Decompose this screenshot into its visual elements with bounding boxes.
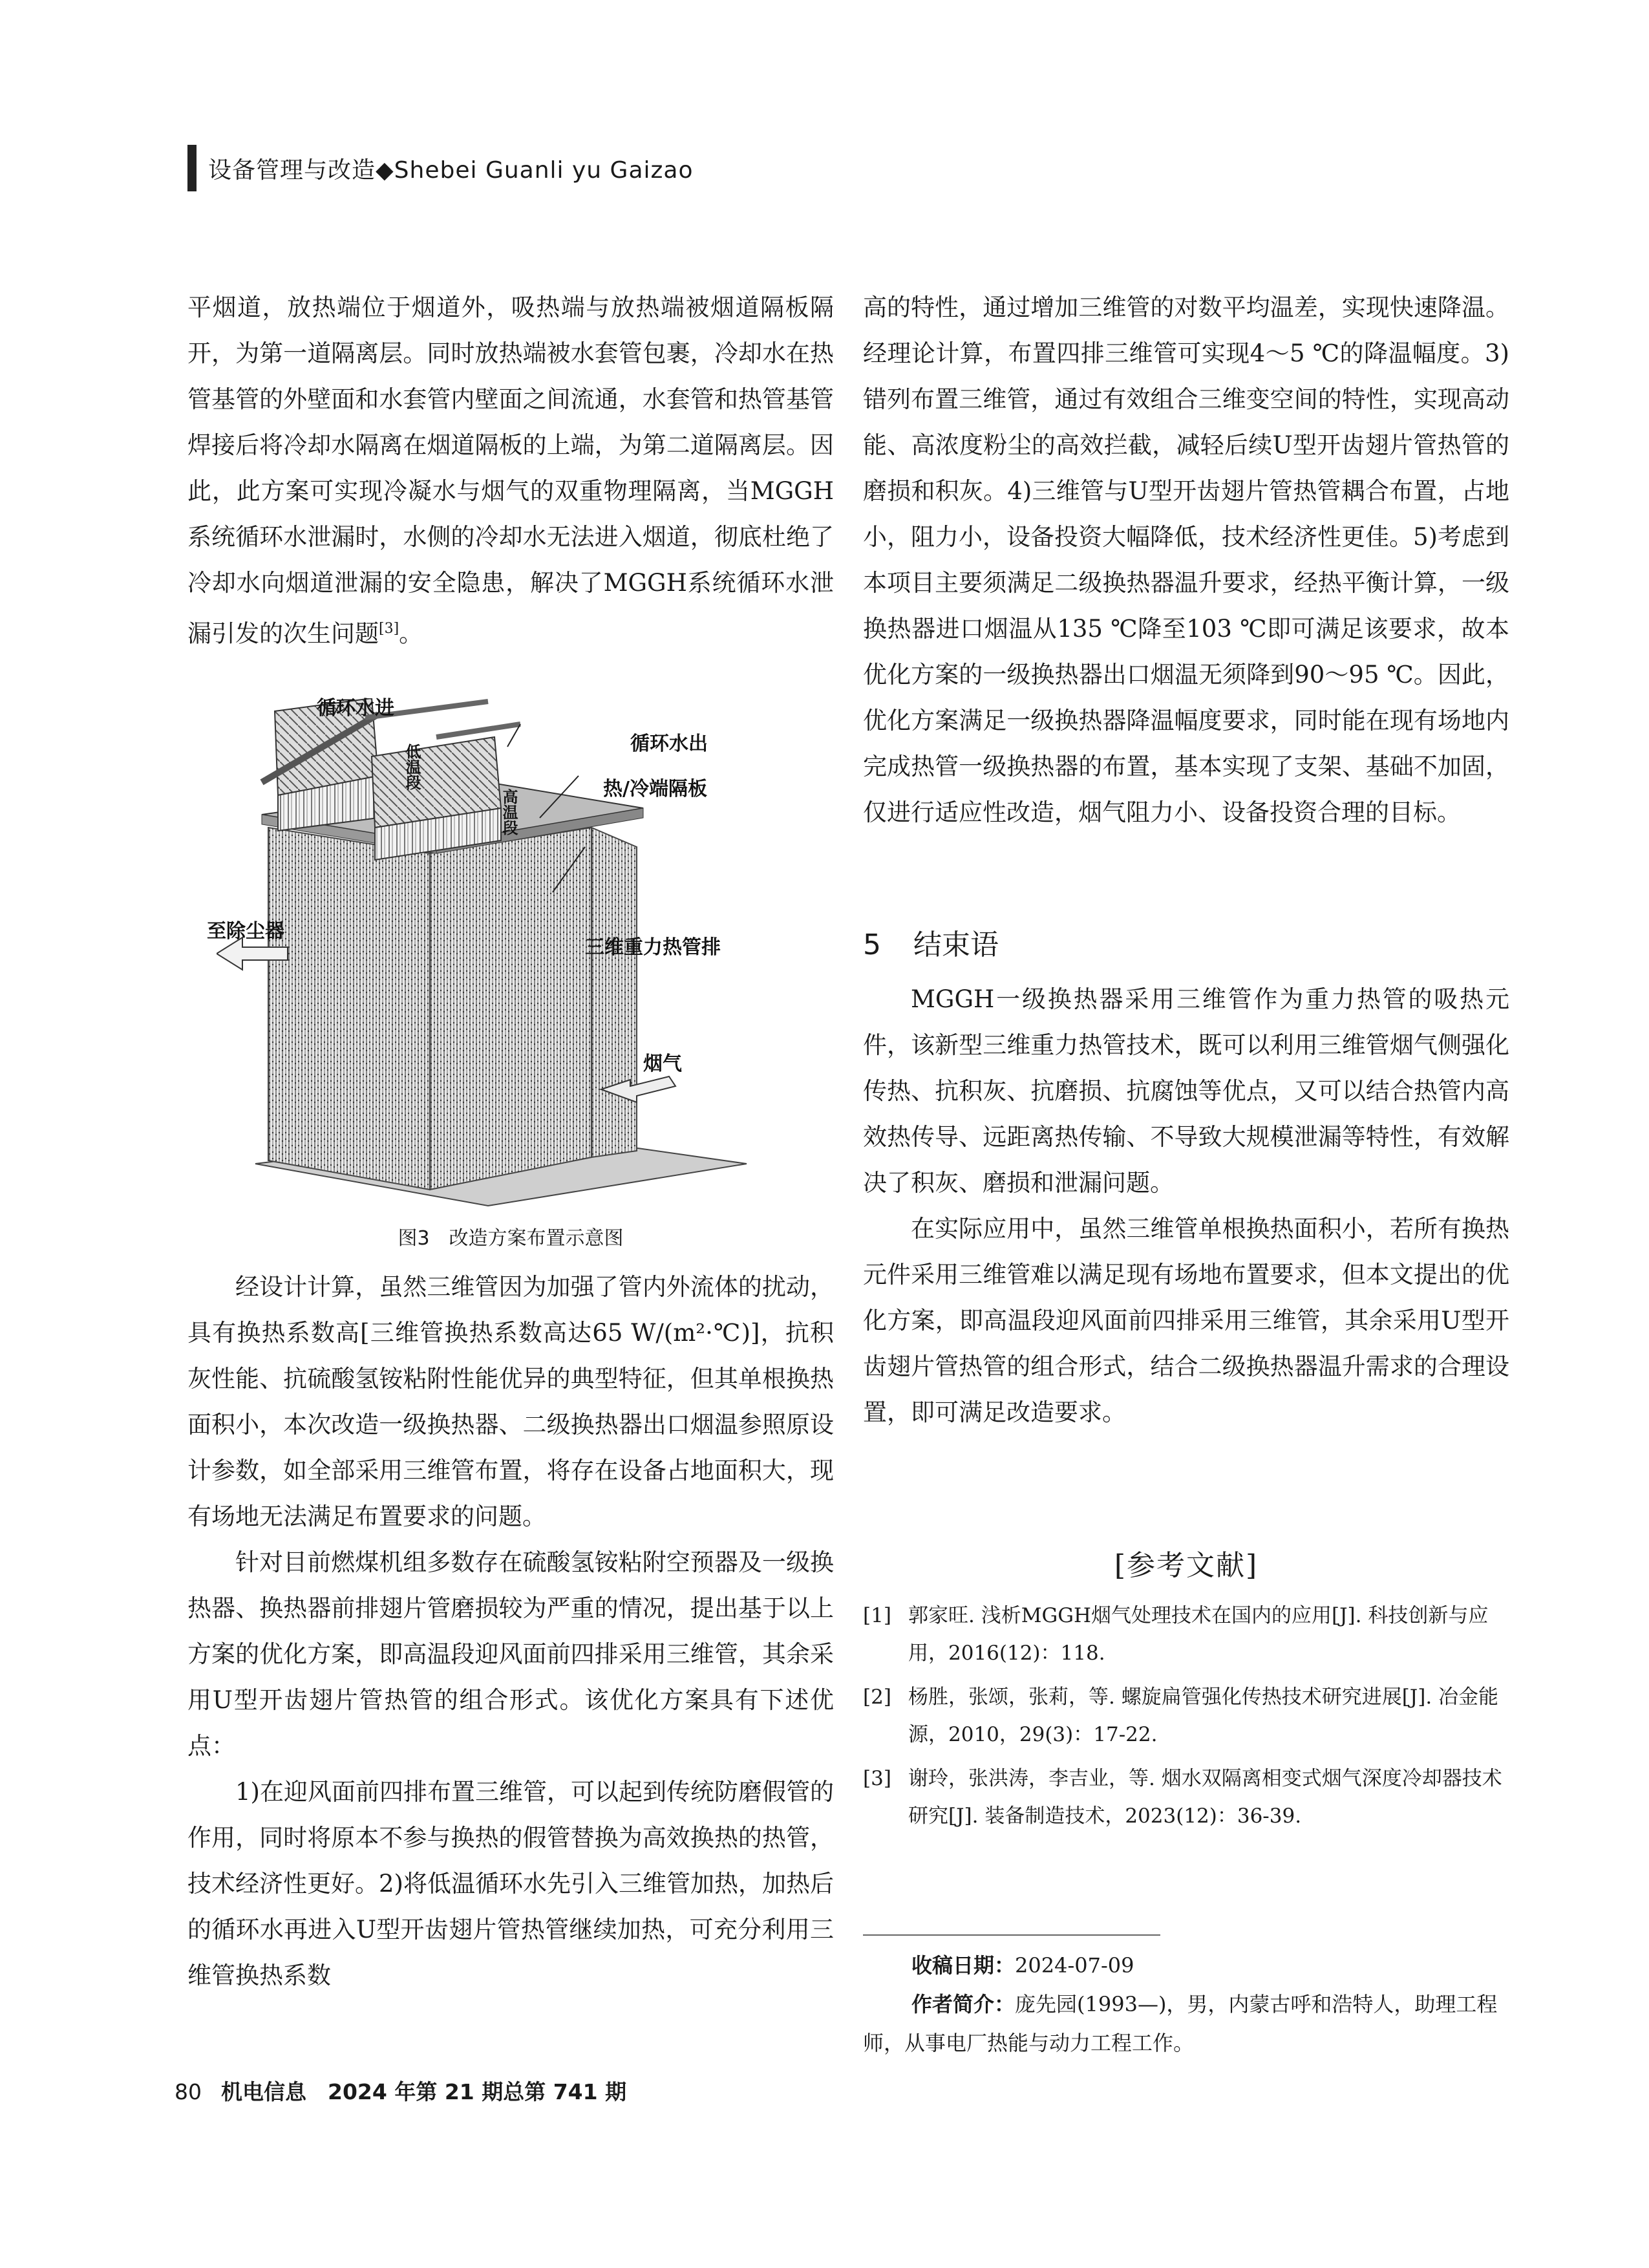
right-paragraph-1: 高的特性，通过增加三维管的对数平均温差，实现快速降温。经理论计算，布置四排三维管可实现4～5 ℃的降温幅度。3)错列布置三维管，通过有效组合三维变空间的特性，实现高动能、高浓度粉尘的高效拦截，减轻后续U型开齿翅片管热管的磨损和积灰。4)三维管与U型开齿翅片管热管耦合布置，占地小，阻力小，设备投资大幅降低，技术经济性更佳。5)考虑到本项目主要须满足二级换热器温升要求，经热平衡计算，一级换热器进口烟温从135 ℃降至103 ℃即可满足该要求，故本优化方案的一级换热器出口烟温无须降到90～95 ℃。因此，优化方案满足一级换热器降温幅度要求，同时能在现有场地内完成热管一级换热器的布置，基本实现了支架、基础不加固，仅进行适应性改造，烟气阻力小、设备投资合理的目标。 xyxy=(863,294,1509,826)
header-bar xyxy=(187,145,197,191)
conclusion-paragraph-2: 在实际应用中，虽然三维管单根换热面积小，若所有换热元件采用三维管难以满足现有场地布置要求，但本文提出的优化方案，即高温段迎风面前四排采用三维管，其余采用U型开齿翅片管热管的组合形式，结合二级换热器温升需求的合理设置，即可满足改造要求。 xyxy=(863,1215,1509,1426)
reference-item xyxy=(863,1760,1509,1835)
received-date xyxy=(911,1946,1134,1985)
label-water-out: 循环水出 xyxy=(630,733,708,755)
page-number: 80 xyxy=(175,2079,202,2104)
label-partition: 热/冷端隔板 xyxy=(603,778,707,800)
received-label: 收稿日期： xyxy=(911,1953,1016,1978)
left-column xyxy=(187,284,834,656)
author-bio xyxy=(863,1985,1509,2062)
running-header xyxy=(187,145,694,191)
references-list xyxy=(863,1597,1509,1841)
conclusion-paragraph-1: MGGH一级换热器采用三维管作为重力热管的吸热元件，该新型三维重力热管技术，既可以利用三维管烟气侧强化传热、抗积灰、抗磨损、抗腐蚀等优点，又可以结合热管内高效热传导、远距离热传输、不导致大规模泄漏等特性，有效解决了积灰、磨损和泄漏问题。 xyxy=(863,985,1509,1197)
author-label: 作者简介： xyxy=(911,1992,1016,2017)
left-p1-text: 平烟道，放热端位于烟道外，吸热端与放热端被烟道隔板隔开，为第一道隔离层。同时放热端被水套管包裹，冷却水在热管基管的外壁面和水套管内壁面之间流通，水套管和热管基管焊接后将冷却水隔离在烟道隔板的上端，为第二道隔离层。因此，此方案可实现冷凝水与烟气的双重物理隔离，当MGGH系统循环水泄漏时，水侧的冷却水无法进入烟道，彻底杜绝了冷却水向烟道泄漏的安全隐患，解决了MGGH系统循环水泄漏引发的次生问题 xyxy=(187,294,834,648)
page-footer xyxy=(175,2075,626,2106)
label-water-in: 循环水进 xyxy=(317,697,394,720)
section-number: 5 xyxy=(863,928,881,961)
references-title: [参考文献] xyxy=(1114,1549,1259,1582)
reference-number: [3] xyxy=(863,1767,891,1790)
reference-text: 郭家旺. 浅析MGGH烟气处理技术在国内的应用[J]. 科技创新与应用，2016(12)：118. xyxy=(908,1604,1489,1665)
left-paragraph-1 xyxy=(187,284,834,656)
label-flue-gas: 烟气 xyxy=(643,1053,682,1075)
journal-info: 机电信息 2024 年第 21 期总第 741 期 xyxy=(221,2079,627,2104)
label-heat-pipe-row: 三维重力热管排 xyxy=(585,936,721,959)
label-high-temp: 高温段 xyxy=(500,789,518,835)
reference-number: [1] xyxy=(863,1604,891,1627)
section-heading xyxy=(863,921,999,963)
figure-caption: 图3 改造方案布置示意图 xyxy=(398,1227,624,1250)
left-p1-end: 。 xyxy=(399,619,423,648)
reference-item xyxy=(863,1678,1509,1753)
reference-number: [2] xyxy=(863,1685,891,1709)
left-column-lower xyxy=(187,1264,834,1998)
left-paragraph-4: 1)在迎风面前四排布置三维管，可以起到传统防磨假管的作用，同时将原本不参与换热的假管替换为高效换热的热管，技术经济性更好。2)将低温循环水先引入三维管加热，加热后的循环水再进入U型开齿翅片管热管继续加热，可充分利用三维管换热系数 xyxy=(187,1778,834,1989)
reference-text: 杨胜，张颂，张莉，等. 螺旋扁管强化传热技术研究进展[J]. 冶金能源，2010，29(3)：17-22. xyxy=(908,1685,1499,1746)
reference-text: 谢玲，张洪涛，李吉业，等. 烟水双隔离相变式烟气深度冷却器技术研究[J]. 装备制造技术，2023(12)：36-39. xyxy=(908,1767,1502,1828)
author-text: 庞先园(1993—)，男，内蒙古呼和浩特人，助理工程师，从事电厂热能与动力工程工作。 xyxy=(863,1992,1498,2055)
section-title: 结束语 xyxy=(913,928,999,961)
footnote-divider xyxy=(863,1934,1160,1936)
header-text: 设备管理与改造◆Shebei Guanli yu Gaizao xyxy=(208,156,694,184)
received-date-value: 2024-07-09 xyxy=(1015,1953,1134,1978)
reference-item xyxy=(863,1597,1509,1672)
left-paragraph-3: 针对目前燃煤机组多数存在硫酸氢铵粘附空预器及一级换热器、换热器前排翅片管磨损较为严重的情况，提出基于以上方案的优化方案，即高温段迎风面前四排采用三维管，其余采用U型开齿翅片管热管的组合形式。该优化方案具有下述优点： xyxy=(187,1548,834,1760)
label-to-dust-collector: 至除尘器 xyxy=(207,920,284,943)
left-paragraph-2: 经设计计算，虽然三维管因为加强了管内外流体的扰动，具有换热系数高[三维管换热系数高达65 W/(m²·℃)]，抗积灰性能、抗硫酸氢铵粘附性能优异的典型特征，但其单根换热面积小，本次改造一级换热器、二级换热器出口烟温参照原设计参数，如全部采用三维管布置，将存在设备占地面积大，现有场地无法满足布置要求的问题。 xyxy=(187,1273,834,1530)
right-column-lower xyxy=(863,976,1509,1435)
figure-3 xyxy=(207,697,772,1215)
right-column xyxy=(863,284,1509,835)
label-low-temp: 低温段 xyxy=(403,744,421,790)
citation-3: [3] xyxy=(379,621,399,637)
